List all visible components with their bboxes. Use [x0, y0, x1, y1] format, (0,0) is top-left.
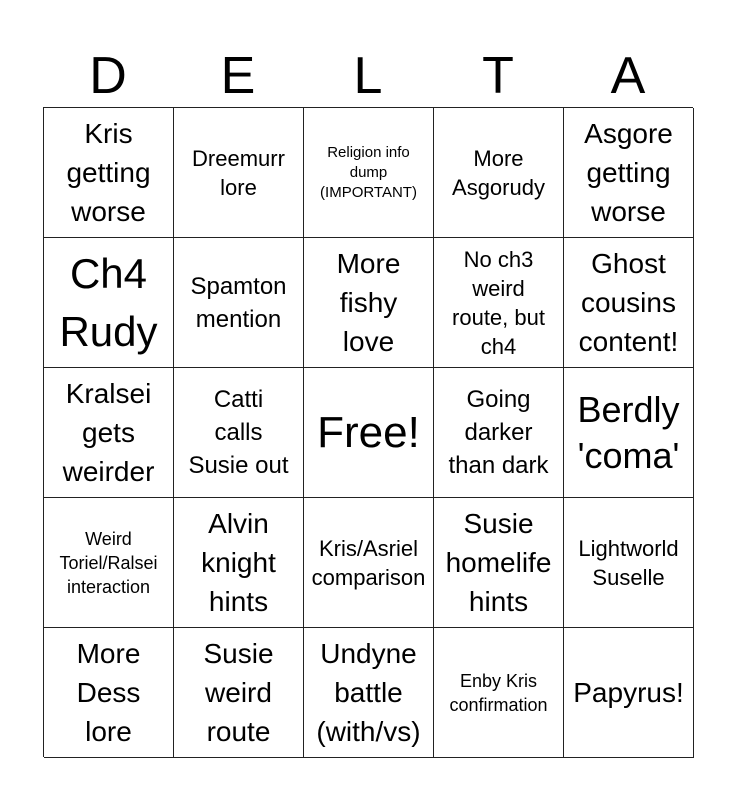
header-letter-t: T: [482, 47, 514, 105]
header-letter-d: D: [89, 47, 127, 105]
cell-text: Berdly 'coma': [577, 388, 680, 476]
bingo-cell[interactable]: [304, 628, 434, 758]
bingo-cell[interactable]: [564, 628, 694, 758]
cell-text: Religion info dump (IMPORTANT): [320, 143, 417, 201]
cell-text: Asgore getting worse: [584, 118, 673, 227]
cell-text: Weird Toriel/Ralsei interaction: [59, 528, 158, 597]
cell-text: Dreemurr lore: [192, 145, 285, 200]
bingo-cell[interactable]: [564, 368, 694, 498]
cell-text: Kris/Asriel comparison: [311, 535, 426, 590]
bingo-cell[interactable]: [44, 238, 174, 368]
cell-text: Papyrus!: [573, 677, 684, 708]
bingo-cell[interactable]: [564, 498, 694, 628]
header-letter-e: E: [220, 47, 256, 105]
cell-text: Spamton mention: [190, 272, 287, 333]
cell-text: Alvin knight hints: [201, 508, 276, 617]
bingo-board: [43, 107, 693, 757]
bingo-cell[interactable]: [434, 498, 564, 628]
bingo-cell[interactable]: [434, 628, 564, 758]
bingo-cell[interactable]: [434, 368, 564, 498]
bingo-cell[interactable]: [44, 108, 174, 238]
cell-text: Susie homelife hints: [445, 508, 552, 617]
bingo-cell[interactable]: [434, 238, 564, 368]
bingo-cell[interactable]: [304, 498, 434, 628]
free-space-cell[interactable]: [304, 368, 434, 498]
bingo-cell[interactable]: [44, 498, 174, 628]
bingo-cell[interactable]: [174, 108, 304, 238]
cell-text: More fishy love: [336, 248, 401, 357]
bingo-header: [43, 44, 693, 108]
cell-text: Catti calls Susie out: [188, 386, 289, 479]
bingo-cell[interactable]: [174, 628, 304, 758]
bingo-cell[interactable]: [564, 108, 694, 238]
bingo-cell[interactable]: [434, 108, 564, 238]
bingo-cell[interactable]: [564, 238, 694, 368]
bingo-cell[interactable]: [304, 108, 434, 238]
cell-text: Ch4 Rudy: [59, 249, 158, 355]
cell-text: Ghost cousins content!: [578, 248, 679, 357]
cell-text: Going darker than dark: [448, 386, 549, 479]
bingo-cell[interactable]: [304, 238, 434, 368]
bingo-cell[interactable]: [44, 628, 174, 758]
cell-text: Enby Kris confirmation: [449, 670, 548, 715]
cell-text: More Dess lore: [76, 638, 141, 747]
bingo-cell[interactable]: [44, 368, 174, 498]
cell-text: Kralsei gets weirder: [62, 378, 155, 487]
free-space-text: Free!: [317, 407, 420, 457]
bingo-cell[interactable]: [174, 368, 304, 498]
cell-text: Kris getting worse: [66, 118, 151, 227]
bingo-cell[interactable]: [174, 238, 304, 368]
header-letter-a: A: [610, 47, 646, 105]
cell-text: No ch3 weird route, but ch4: [452, 246, 545, 359]
cell-text: More Asgorudy: [452, 145, 545, 200]
cell-text: Susie weird route: [203, 638, 274, 747]
header-letter-l: L: [353, 47, 383, 105]
cell-text: Lightworld Suselle: [578, 535, 679, 590]
bingo-cell[interactable]: [174, 498, 304, 628]
cell-text: Undyne battle (with/vs): [316, 638, 421, 747]
